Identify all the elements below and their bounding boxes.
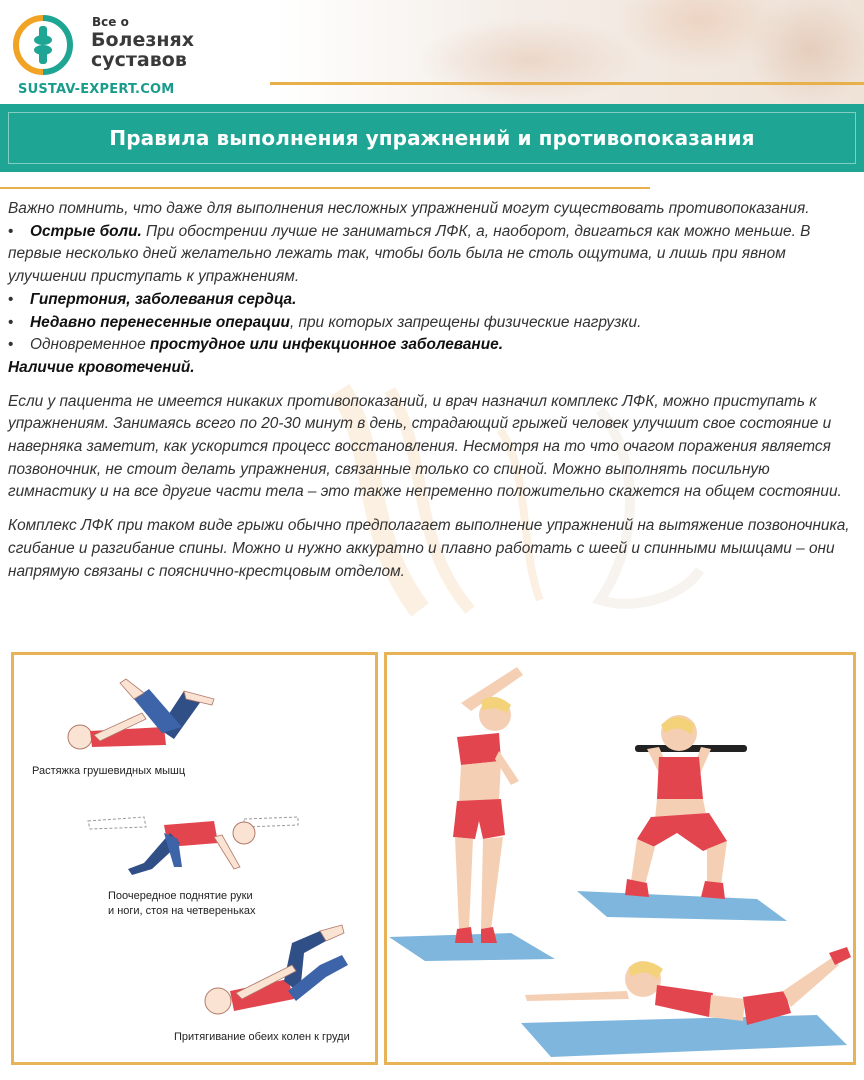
piriformis-stretch-illustration — [54, 669, 224, 759]
list-item — [8, 221, 860, 289]
bullet-text: При обострении лучше не заниматься ЛФК, а, наоборот, двигаться как можно меньше. В первые несколько дней желательно лежать так, чтобы боль была не столь ощутима, и лишь при явном улучшении приступать к упражнениям. — [8, 222, 811, 286]
brand-name — [91, 30, 231, 70]
header-photo — [330, 0, 864, 104]
caption-2-line-2: и ноги, стоя на четвереньках — [108, 905, 256, 917]
bird-dog-illustration — [84, 803, 304, 883]
page-header — [0, 0, 864, 104]
brand-small: Все о — [92, 15, 129, 29]
caption-2-line-1: Поочередное поднятие руки — [108, 890, 253, 902]
bullet-icon: • — [8, 313, 14, 331]
paragraph-2: Комплекс ЛФК при таком виде грыжи обычно предполагает выполнение упражнений на вытяжение позвоночника, сгибание и разгибание спины. Можно и нужно аккуратно и плавно работать с шеей и спинными мышцами – они напрямую связаны с пояснично-крестцовым отделом. — [8, 517, 850, 580]
bullet-icon: • — [8, 290, 14, 308]
intro-text: Важно помнить, что даже для выполнения несложных упражнений могут существовать противопоказания. — [8, 200, 810, 217]
list-item — [8, 289, 860, 312]
joint-logo-icon — [12, 14, 74, 76]
bullet-title: Острые боли. — [30, 222, 142, 240]
paragraph-1: Если у пациента не имеется никаких противопоказаний, и врач назначил комплекс ЛФК, можно приступать к упражнениям. Занимаясь всего по 20-30 минут в день, страдающий грыжей человек улучшит свое состояние и наверняка заметит, как ускорится процесс восстановления. Несмотря на то что очагом поражения является позвоночник, не стоит делать упражнения, связанные только со спиной. Можно выполнять посильную гимнастику и на все другие части тела – это также непременно положительно скажется на общем состоянии. — [8, 392, 842, 501]
page-title: Правила выполнения упражнений и противопоказания — [109, 126, 755, 150]
knees-to-chest-illustration — [192, 921, 362, 1031]
list-item — [8, 312, 860, 335]
site-url[interactable]: SUSTAV-EXPERT.COM — [18, 82, 175, 97]
bullet-title: Недавно перенесенные операции — [30, 313, 290, 331]
bullet-icon: • — [8, 222, 14, 240]
title-divider — [0, 187, 650, 189]
article-body — [8, 198, 860, 583]
bullet-pre: Одновременное — [30, 336, 150, 354]
list-item — [8, 334, 860, 357]
bullet-title: простудное или инфекционное заболевание. — [149, 336, 503, 354]
header-divider — [270, 82, 864, 85]
bullet-icon: • — [8, 336, 14, 354]
side-bend-illustration — [387, 661, 557, 961]
title-band — [0, 104, 864, 172]
exercise-panel-left — [11, 652, 378, 1065]
exercise-caption-2 — [108, 889, 256, 919]
exercise-caption-3: Притягивание обеих колен к груди — [174, 1031, 350, 1043]
brand-line2: суставов — [91, 49, 187, 71]
title-frame — [8, 112, 856, 164]
bleeding-item: Наличие кровотечений. — [8, 358, 195, 376]
squat-with-bar-illustration — [567, 695, 797, 935]
bullet-title: Гипертония, заболевания сердца. — [30, 290, 297, 308]
back-extension-illustration — [517, 945, 853, 1061]
exercise-panel-right — [384, 652, 856, 1065]
brand-line1: Болезнях — [91, 29, 194, 51]
bullet-text: , при которых запрещены физические нагрузки. — [289, 313, 642, 331]
exercise-caption-1: Растяжка грушевидных мышц — [32, 765, 186, 777]
